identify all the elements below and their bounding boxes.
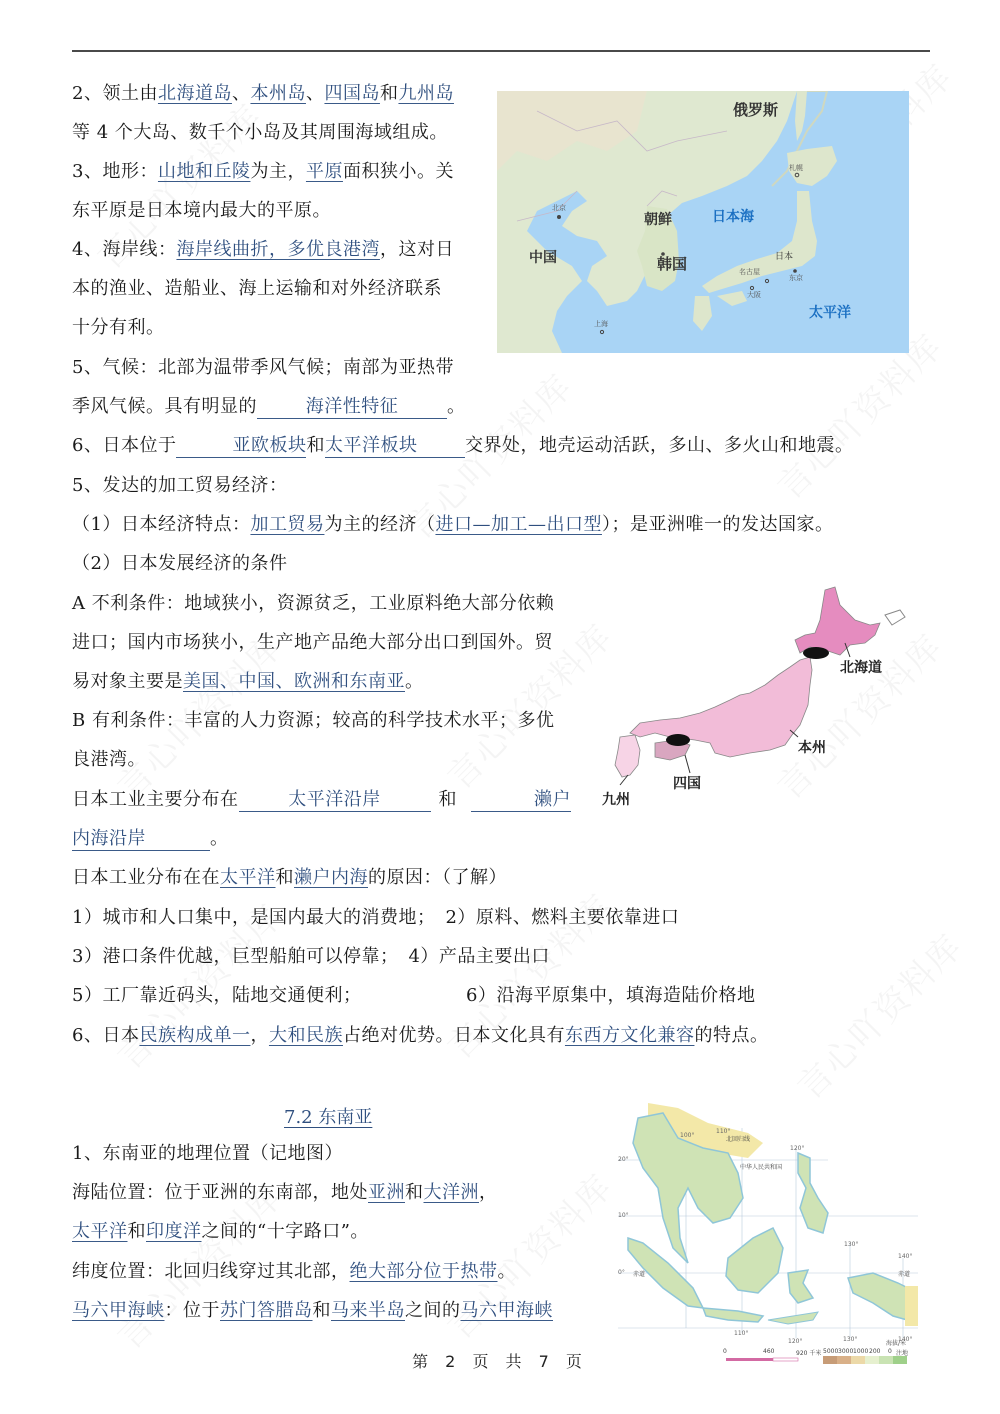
southeast-asia-graphic bbox=[618, 1098, 918, 1373]
label-north-korea: 朝鲜 bbox=[644, 212, 672, 228]
label-equator-east: 赤道 bbox=[898, 1271, 911, 1278]
lon-110-bottom: 110° bbox=[734, 1330, 749, 1337]
elev-1000: 1000 bbox=[853, 1348, 869, 1355]
unfavorable-line1: A 不利条件：地域狭小，资源贫乏，工业原料绝大部分依赖 bbox=[72, 593, 555, 614]
answer-pacific: 太平洋 bbox=[220, 867, 276, 888]
lon-140-top: 140° bbox=[898, 1253, 913, 1260]
lon-130-bottom: 130° bbox=[843, 1336, 858, 1343]
answer-trade-partners: 美国、中国、欧洲和东南亚 bbox=[183, 671, 405, 692]
answer-indian-ocean: 印度洋 bbox=[146, 1221, 202, 1242]
lat-20: 20° bbox=[618, 1156, 629, 1163]
lat-0: 0° bbox=[618, 1269, 625, 1276]
scale-920: 920 千米 bbox=[796, 1350, 822, 1357]
city-osaka: 大阪 bbox=[747, 291, 761, 299]
label-equator-west: 赤道 bbox=[633, 1271, 646, 1278]
answer-tropics: 绝大部分位于热带 bbox=[349, 1261, 498, 1282]
industry-line2: 内海沿岸 。 bbox=[72, 828, 229, 849]
lon-110: 110° bbox=[716, 1128, 731, 1135]
reasons-row2: 3）港口条件优越，巨型船舶可以停靠； 4）产品主要出口 bbox=[72, 946, 550, 967]
label-sea-of-japan: 日本海 bbox=[712, 209, 754, 225]
label-hokkaido: 北海道 bbox=[840, 660, 882, 676]
reasons-heading: 日本工业分布在在太平洋和濑户内海的原因：（了解） bbox=[72, 867, 507, 888]
item-plates: 6、日本位于 亚欧板块和太平洋板块 交界处，地壳运动活跃，多山、多火山和地震。 bbox=[72, 435, 854, 456]
unfavorable-line3: 易对象主要是美国、中国、欧洲和东南亚。 bbox=[72, 671, 424, 692]
answer-pacific-coast: 太平洋沿岸 bbox=[239, 789, 431, 812]
answer-coastline: 海岸线曲折，多优良港湾 bbox=[176, 239, 380, 260]
city-shanghai: 上海 bbox=[594, 320, 608, 328]
elev-3000: 3000 bbox=[838, 1348, 854, 1355]
answer-malay-peninsula: 马来半岛 bbox=[331, 1300, 405, 1321]
label-kyushu: 九州 bbox=[602, 792, 630, 808]
city-nagoya: 名古屋 bbox=[739, 268, 760, 276]
item-terrain-line1: 3、地形：山地和丘陵为主，平原面积狭小。关 bbox=[72, 161, 454, 182]
culture-line: 6、日本民族构成单一，大和民族占绝对优势。日本文化具有东西方文化兼容的特点。 bbox=[72, 1025, 769, 1046]
label-tropic: 北回归线 bbox=[726, 1136, 751, 1143]
latitude-line: 纬度位置：北回归线穿过其北部，绝大部分位于热带。 bbox=[72, 1261, 516, 1282]
answer-shikoku: 四国岛 bbox=[324, 83, 380, 104]
label-pacific: 太平洋 bbox=[809, 305, 851, 321]
favorable-line2: 良港湾。 bbox=[72, 749, 146, 770]
item-climate-line2: 季风气候。具有明显的 海洋性特征 。 bbox=[72, 396, 466, 417]
southeast-asia-map bbox=[618, 1098, 918, 1373]
lon-130-top: 130° bbox=[844, 1241, 859, 1248]
item-terrain-line2: 东平原是日本境内最大的平原。 bbox=[72, 200, 331, 221]
land-sea-line2: 太平洋和印度洋之间的“十字路口”。 bbox=[72, 1221, 369, 1242]
answer-yamato: 大和民族 bbox=[268, 1025, 343, 1046]
sea-item1: 1、东南亚的地理位置（记地图） bbox=[72, 1143, 343, 1164]
answer-malacca-strait: 马六甲海峡 bbox=[460, 1300, 553, 1321]
label-shikoku: 四国 bbox=[673, 776, 701, 792]
label-china-sea: 中华人民共和国 bbox=[740, 1164, 783, 1171]
answer-honshu: 本州岛 bbox=[250, 83, 306, 104]
answer-plain: 平原 bbox=[305, 161, 343, 182]
page-footer: 第 2 页 共 7 页 bbox=[412, 1352, 588, 1371]
item-coast-line2: 本的渔业、造船业、海上运输和对外经济联系 bbox=[72, 278, 442, 299]
answer-oceania: 大洋洲 bbox=[423, 1182, 479, 1203]
label-honshu: 本州 bbox=[798, 740, 826, 756]
scale-460: 460 bbox=[763, 1348, 775, 1355]
label-japan: 日本 bbox=[775, 252, 794, 262]
city-beijing: 北京 bbox=[552, 204, 566, 212]
unfavorable-line2: 进口；国内市场狭小，生产地产品绝大部分出口到国外。贸 bbox=[72, 632, 553, 653]
scale-0: 0 bbox=[723, 1348, 727, 1355]
answer-model: 进口—加工—出口型 bbox=[435, 514, 602, 535]
malacca-line: 马六甲海峡：位于苏门答腊岛和马来半岛之间的马六甲海峡 bbox=[72, 1300, 553, 1321]
lon-120-top: 120° bbox=[790, 1145, 805, 1152]
elev-0: 0 bbox=[888, 1348, 892, 1355]
answer-processing-trade: 加工贸易 bbox=[250, 514, 325, 535]
reasons-row1: 1）城市和人口集中，是国内最大的消费地； 2）原料、燃料主要依靠进口 bbox=[72, 907, 680, 928]
japan-islands-graphic bbox=[600, 585, 910, 815]
watermark bbox=[784, 921, 971, 1108]
economy-feature: （1）日本经济特点：加工贸易为主的经济（进口—加工—出口型）；是亚洲唯一的发达国家。 bbox=[72, 514, 834, 535]
item-territory-line2: 等 4 个大岛、数千个小岛及其周围海域组成。 bbox=[72, 122, 448, 143]
answer-asia: 亚洲 bbox=[368, 1182, 405, 1203]
industry-line1: 日本工业主要分布在 太平洋沿岸 和 濑户 bbox=[72, 789, 571, 810]
label-russia: 俄罗斯 bbox=[733, 101, 779, 119]
east-asia-map bbox=[497, 91, 909, 353]
land-sea-line1: 海陆位置：位于亚洲的东南部，地处亚洲和大洋洲， bbox=[72, 1182, 498, 1203]
lon-140-bottom: 140° bbox=[898, 1336, 913, 1343]
elevation-title: 海拔/米 bbox=[886, 1340, 907, 1347]
answer-plate1: 亚欧板块 bbox=[176, 435, 306, 458]
item-coast-line3: 十分有利。 bbox=[72, 317, 165, 338]
reasons-row3-right: 6）沿海平原集中，填海造陆价格地 bbox=[466, 985, 756, 1006]
answer-plate2: 太平洋板块 bbox=[325, 435, 465, 458]
answer-pacific-ocean: 太平洋 bbox=[72, 1221, 128, 1242]
answer-malacca-label: 马六甲海峡 bbox=[72, 1300, 165, 1321]
answer-terrain: 山地和丘陵 bbox=[157, 161, 251, 182]
japan-islands-map bbox=[600, 585, 910, 815]
economy-conditions-heading: （2）日本发展经济的条件 bbox=[72, 553, 288, 574]
answer-hokkaido: 北海道岛 bbox=[157, 83, 232, 104]
reasons-row3: 5）工厂靠近码头，陆地交通便利； bbox=[72, 985, 362, 1006]
city-tokyo: 东京 bbox=[789, 274, 803, 282]
header-rule bbox=[72, 50, 930, 52]
answer-maritime: 海洋性特征 bbox=[257, 396, 447, 419]
city-sapporo: 札幌 bbox=[789, 164, 803, 172]
answer-seto-part2: 内海沿岸 bbox=[72, 828, 210, 851]
label-china: 中国 bbox=[529, 250, 557, 266]
item-territory-line1: 2、领土由北海道岛、本州岛、四国岛和九州岛 bbox=[72, 83, 454, 104]
lon-120-bottom: 120° bbox=[788, 1338, 803, 1345]
elev-depression: 注地 bbox=[896, 1350, 909, 1357]
elev-5000: 5000 bbox=[823, 1348, 839, 1355]
item-climate-line1: 5、气候：北部为温带季风气候；南部为亚热带 bbox=[72, 357, 454, 378]
section-title: 7.2 东南亚 bbox=[284, 1107, 373, 1128]
answer-seto-part1: 濑户 bbox=[471, 789, 571, 812]
answer-ethnic: 民族构成单一 bbox=[139, 1025, 251, 1046]
elev-200: 200 bbox=[869, 1348, 881, 1355]
answer-kyushu: 九州岛 bbox=[398, 83, 454, 104]
answer-seto-inland-sea: 濑户内海 bbox=[294, 867, 368, 888]
favorable-line1: B 有利条件：丰富的人力资源；较高的科学技术水平；多优 bbox=[72, 710, 555, 731]
lat-10: 10° bbox=[618, 1212, 629, 1219]
item-coast-line1: 4、海岸线：海岸线曲折，多优良港湾，这对日 bbox=[72, 239, 454, 260]
label-south-korea: 韩国 bbox=[657, 255, 688, 273]
answer-sumatra: 苏门答腊岛 bbox=[220, 1300, 313, 1321]
economy-heading: 5、发达的加工贸易经济： bbox=[72, 475, 288, 496]
lon-100-top: 100° bbox=[680, 1132, 695, 1139]
answer-culture-blend: 东西方文化兼容 bbox=[564, 1025, 695, 1046]
